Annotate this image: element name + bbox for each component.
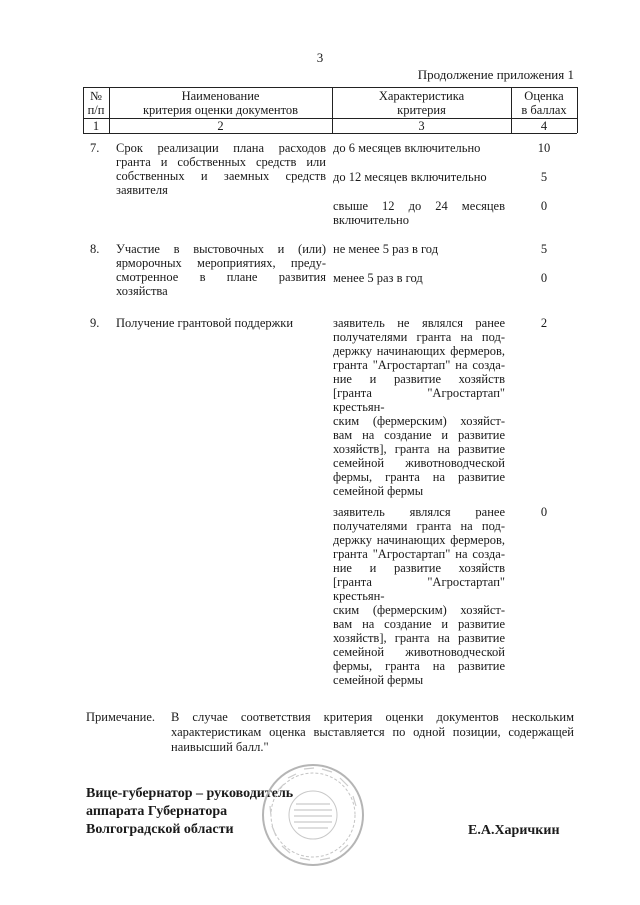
column-number-3: 3 <box>418 119 425 133</box>
column-number-4: 4 <box>540 119 548 133</box>
header-number: № п/п <box>87 89 105 117</box>
official-seal-stamp <box>258 760 368 870</box>
row-7-criterion: Срок реализации плана расходов гранта и собственных средств или собственных и заемных средств заявителя <box>116 141 326 197</box>
page-number: 3 <box>316 50 324 65</box>
row-9-score-1: 2 <box>540 316 548 330</box>
row-9-score-2: 0 <box>540 505 548 519</box>
header-characteristic: Характеристика критерия <box>378 89 465 117</box>
row-8-number: 8. <box>90 242 100 256</box>
row-9-char-2: заявитель являлся ранее получателями гранта на под- держку начинающих фермеров, гранта "Агростартап" на созда- ние и развитие хозяйств [гранта "Агростартап" крестьян- ским (фермерским) хозяйст- вам на создание и развитие хозяйств], гранта на развитие семейной животноводческой фермы, гранта на развитие семейной фермы <box>333 505 505 687</box>
header-criterion-name: Наименование критерия оценки документов <box>142 89 299 117</box>
note-label: Примечание. <box>86 710 156 724</box>
row-7-char-2: до 12 месяцев включительно <box>333 170 487 184</box>
row-8-score-1: 5 <box>540 242 548 256</box>
row-7-char-1: до 6 месяцев включительно <box>333 141 481 155</box>
row-8-char-2: менее 5 раз в год <box>333 271 423 285</box>
column-number-1: 1 <box>92 119 100 133</box>
row-9-char-1: заявитель не являлся ранее получателями гранта на под- держку начинающих фермеров, гранта "Агростартап" на созда- ние и развитие хозяйств [гранта "Агростартап" крестьян- ским (фермерским) хозяйст- вам на создание и развитие хозяйств], гранта на развитие семейной животноводческой фермы, гранта на развитие семейной фермы <box>333 316 505 498</box>
row-7-score-2: 5 <box>540 170 548 184</box>
row-9-number: 9. <box>90 316 100 330</box>
header-score: Оценка в баллах <box>521 89 567 117</box>
note-text: В случае соответствия критерия оценки документов нескольким характеристикам оценка выставляется по одной позиции, содержащей наивысший балл." <box>171 710 574 754</box>
row-8-score-2: 0 <box>540 271 548 285</box>
row-7-char-3: свыше 12 до 24 месяцев включительно <box>333 199 505 227</box>
row-7-score-3: 0 <box>540 199 548 213</box>
row-7-score-1: 10 <box>537 141 551 155</box>
signatory-position: Вице-губернатор – руководитель аппарата Губернатора Волгоградской области <box>86 786 294 837</box>
continuation-label: Продолжение приложения 1 <box>417 67 574 82</box>
table-right-border <box>577 87 578 133</box>
column-number-2: 2 <box>217 119 224 133</box>
table-top-border <box>83 87 577 88</box>
row-8-criterion: Участие в выстовочных и (или) ярморочных мероприятиях, преду- смотренное в плане развития хозяйства <box>116 242 326 298</box>
row-9-criterion: Получение грантовой поддержки <box>116 316 294 330</box>
row-7-number: 7. <box>90 141 100 155</box>
signatory-name: Е.А.Харичкин <box>468 823 560 838</box>
row-8-char-1: не менее 5 раз в год <box>333 242 439 256</box>
